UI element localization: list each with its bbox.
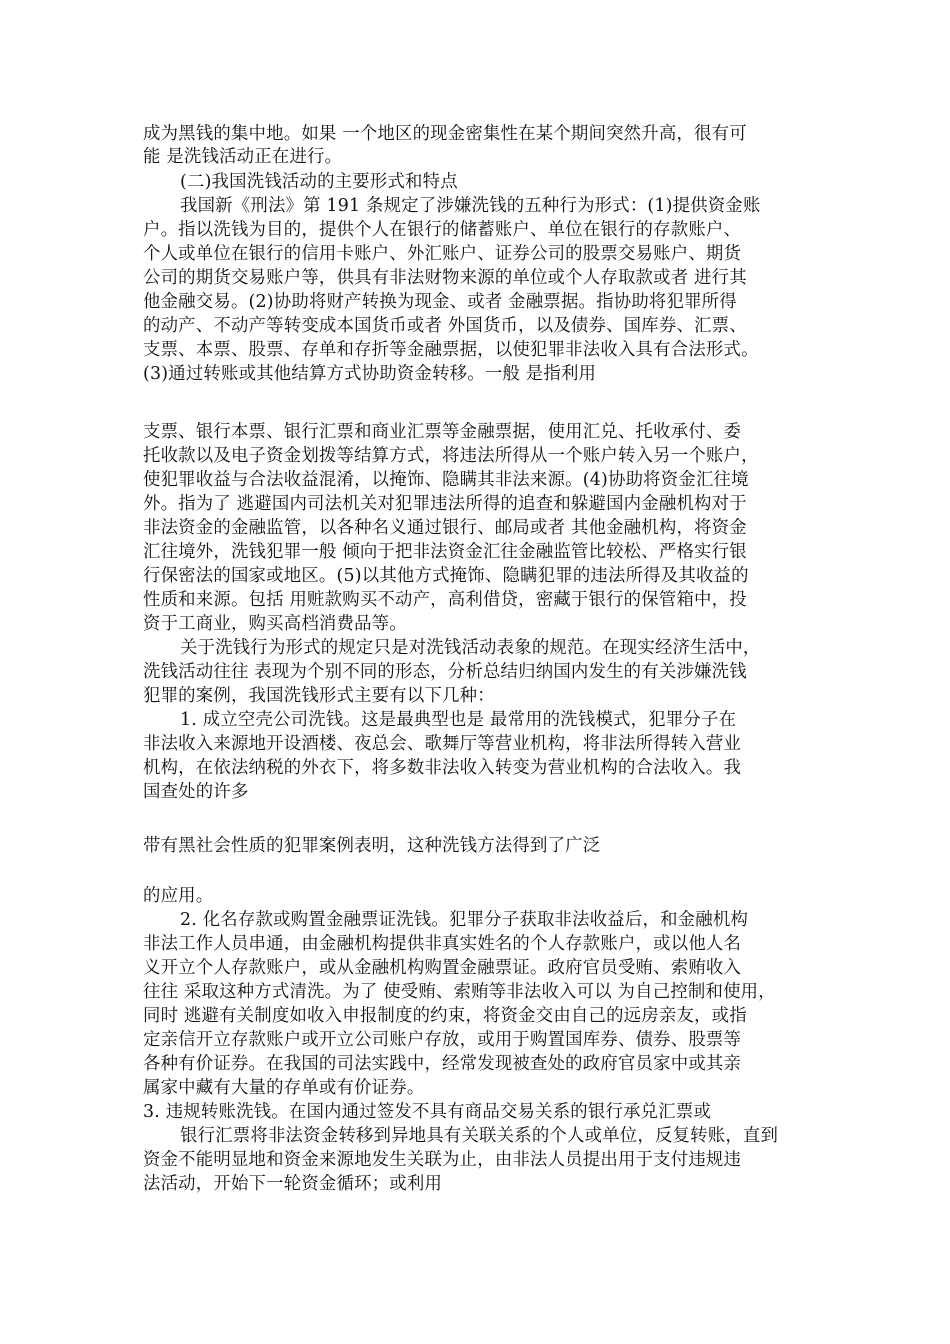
text-line: 能 是洗钱活动正在进行。 xyxy=(143,147,343,167)
section-heading: (二)我国洗钱活动的主要形式和特点 xyxy=(180,172,458,192)
text-line: 机构，在依法纳税的外衣下，将多数非法收入转变为营业机构的合法收入。我 xyxy=(143,758,742,778)
text-line: 资于工商业，购买高档消费品等。 xyxy=(143,614,407,634)
text-line: 外。指为了 逃避国内司法机关对犯罪违法所得的追查和躲避国内金融机构对于 xyxy=(143,494,747,514)
text-line: 同时 逃避有关制度如收入申报制度的约束，将资金交由自己的远房亲友，或指 xyxy=(143,1006,747,1026)
text-line: 托收款以及电子资金划拨等结算方式，将违法所得从一个账户转入另一个账户， xyxy=(143,446,759,466)
text-line: 的动产、不动产等转变成本国货币或者 外国货币，以及债券、国库券、汇票、 xyxy=(143,316,747,336)
text-line: 行保密法的国家或地区。(5)以其他方式掩饰、隐瞒犯罪的违法所得及其收益的 xyxy=(143,566,749,586)
paragraph-first-line: 关于洗钱行为形式的规定只是对洗钱活动表象的规范。在现实经济生活中， xyxy=(180,638,761,658)
list-item-first-line: 1. 成立空壳公司洗钱。这是最典型也是 最常用的洗钱模式，犯罪分子在 xyxy=(180,710,737,730)
text-line: 个人或单位在银行的信用卡账户、外汇账户、证券公司的股票交易账户、期货 xyxy=(143,244,742,264)
text-line: 法活动，开始下一轮资金循环；或利用 xyxy=(143,1174,443,1194)
text-line: 性质和来源。包括 用赃款购买不动产，高利借贷，密藏于银行的保管箱中，投 xyxy=(143,590,747,610)
text-line: 资金不能明显地和资金来源地发生关联为止，由非法人员提出用于支付违规违 xyxy=(143,1150,742,1170)
list-item-first-line: 2. 化名存款或购置金融票证洗钱。犯罪分子获取非法收益后，和金融机构 xyxy=(180,910,749,930)
text-line: 国查处的许多 xyxy=(143,782,249,802)
text-line: (3)通过转账或其他结算方式协助资金转移。一般 是指利用 xyxy=(143,364,597,384)
text-line: 汇往境外，洗钱犯罪一般 倾向于把非法资金汇往金融监管比较松、严格实行银 xyxy=(143,542,747,562)
text-line: 带有黑社会性质的犯罪案例表明，这种洗钱方法得到了广泛 xyxy=(143,836,601,856)
text-line xyxy=(143,1196,813,1220)
text-line: 成为黑钱的集中地。如果 一个地区的现金密集性在某个期间突然升高，很有可 xyxy=(143,124,747,144)
text-line: 支票、银行本票、银行汇票和商业汇票等金融票据，使用汇兑、托收承付、委 xyxy=(143,422,742,442)
text-line: 义开立个人存款账户，或从金融机构购置金融票证。政府官员受贿、索贿收入 xyxy=(143,958,742,978)
text-line: 公司的期货交易账户等，供具有非法财物来源的单位或个人存取款或者 进行其 xyxy=(143,268,747,288)
text-line: 3. 违规转账洗钱。在国内通过签发不具有商品交易关系的银行承兑汇票或 xyxy=(143,1102,712,1122)
text-line: 属家中藏有大量的存单或有价证券。 xyxy=(143,1078,425,1098)
text-line: 非法资金的金融监管，以各种名义通过银行、邮局或者 其他金融机构，将资金 xyxy=(143,518,747,538)
text-line: 犯罪的案例，我国洗钱形式主要有以下几种： xyxy=(143,686,495,706)
text-line: 使犯罪收益与合法收益混淆，以掩饰、隐瞒其非法来源。(4)协助将资金汇往境 xyxy=(143,470,749,490)
list-item-first-line: 银行汇票将非法资金转移到异地具有关联关系的个人或单位，反复转账，直到 xyxy=(180,1126,779,1146)
text-line: 他金融交易。(2)协助将财产转换为现金、或者 金融票据。指协助将犯罪所得 xyxy=(143,292,737,312)
text-line: 非法工作人员串通，由金融机构提供非真实姓名的个人存款账户，或以他人名 xyxy=(143,934,742,954)
text-line: 的应用。 xyxy=(143,886,214,906)
text-line: 各种有价证券。在我国的司法实践中，经常发现被查处的政府官员家中或其亲 xyxy=(143,1054,742,1074)
text-line: 往往 采取这种方式清洗。为了 使受贿、索贿等非法收入可以 为自己控制和使用， xyxy=(143,982,776,1002)
text-line: 非法收入来源地开设酒楼、夜总会、歌舞厅等营业机构，将非法所得转入营业 xyxy=(143,734,742,754)
text-line: 户。指以洗钱为目的，提供个人在银行的储蓄账户、单位在银行的存款账户、 xyxy=(143,220,742,240)
text-line: 支票、本票、股票、存单和存折等金融票据，以使犯罪非法收入具有合法形式。 xyxy=(143,340,759,360)
text-line: 洗钱活动往往 表现为个别不同的形态，分析总结归纳国内发生的有关涉嫌洗钱 xyxy=(143,662,747,682)
text-line: 定亲信开立存款账户或开立公司账户存放，或用于购置国库券、债券、股票等 xyxy=(143,1030,742,1050)
paragraph-first-line: 我国新《刑法》第 191 条规定了涉嫌洗钱的五种行为形式：(1)提供资金账 xyxy=(180,196,761,216)
